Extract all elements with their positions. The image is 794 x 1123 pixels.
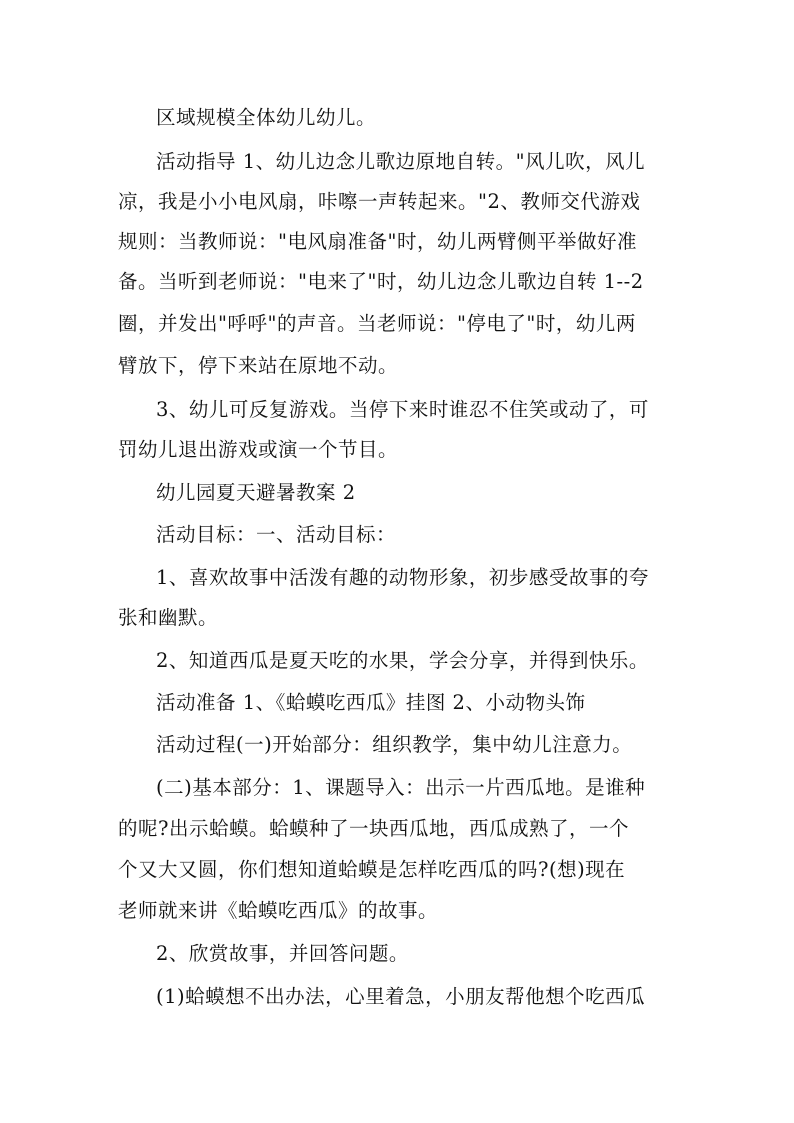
text-line: 2、知道西瓜是夏天吃的水果，学会分享，并得到快乐。	[156, 649, 649, 672]
text-line: 活动目标：一、活动目标：	[156, 523, 397, 546]
text-line: 2、欣赏故事，并回答问题。	[156, 942, 409, 965]
text-line: 活动指导 1、幼儿边念儿歌边原地自转。"风儿吹，风儿	[156, 150, 646, 173]
text-line: 区域规模全体幼儿幼儿。	[156, 106, 377, 129]
text-line: 的呢?出示蛤蟆。蛤蟆种了一块西瓜地，西瓜成熟了，一个	[118, 817, 629, 840]
text-line: 3、幼儿可反复游戏。当停下来时谁忍不住笑或动了，可	[156, 398, 649, 421]
text-line: 罚幼儿退出游戏或演一个节目。	[118, 438, 399, 461]
text-line: 凉，我是小小电风扇，咔嚓一声转起来。"2、教师交代游戏	[118, 190, 641, 213]
text-line: 规则：当教师说："电风扇准备"时，幼儿两臂侧平举做好准	[118, 230, 637, 253]
text-line: 张和幽默。	[118, 606, 219, 629]
text-line: 老师就来讲《蛤蟆吃西瓜》的故事。	[118, 899, 439, 922]
text-line: 圈，并发出"呼呼"的声音。当老师说："停电了"时，幼儿两	[118, 312, 636, 335]
text-line: (二)基本部分：1、课题导入：出示一片西瓜地。是谁种	[156, 776, 646, 799]
text-line: 个又大又圆，你们想知道蛤蟆是怎样吃西瓜的吗?(想)现在	[118, 858, 626, 881]
text-line: 活动过程(一)开始部分：组织教学，集中幼儿注意力。	[156, 733, 633, 756]
text-line: (1)蛤蟆想不出办法，心里着急，小朋友帮他想个吃西瓜	[156, 985, 646, 1008]
text-line: 活动准备 1、《蛤蟆吃西瓜》挂图 2、小动物头饰	[156, 691, 586, 714]
text-line: 臂放下，停下来站在原地不动。	[118, 354, 399, 377]
text-line: 1、喜欢故事中活泼有趣的动物形象，初步感受故事的夸	[156, 566, 649, 589]
section-heading: 幼儿园夏天避暑教案 2	[156, 481, 356, 504]
text-line: 备。当听到老师说："电来了"时，幼儿边念儿歌边自转 1--2	[118, 270, 644, 293]
